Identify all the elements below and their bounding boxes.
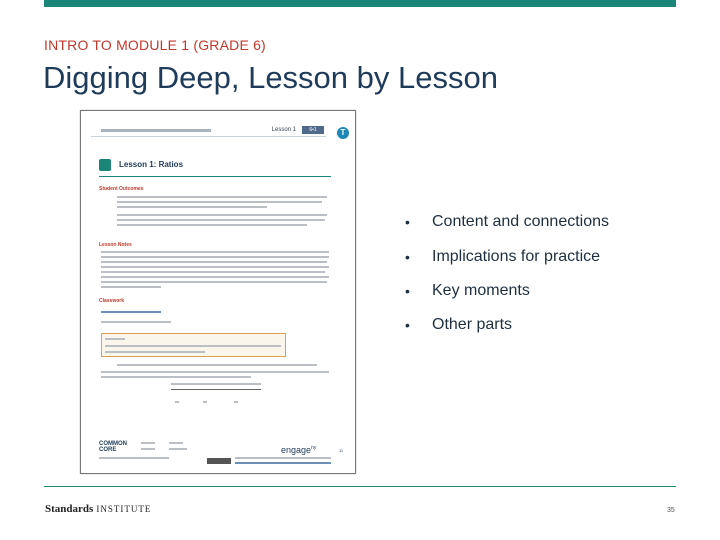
text-line (117, 224, 307, 226)
engage-text: engage (281, 445, 312, 455)
text-line (101, 376, 251, 378)
text-line (101, 251, 329, 253)
running-header-text (101, 129, 211, 132)
section-heading: Classwork (99, 298, 125, 304)
common-core-logo (99, 441, 127, 453)
text-line (101, 256, 329, 258)
bullet-dot-icon: • (405, 283, 410, 299)
document-page-number: 11 (339, 448, 344, 453)
text-line (117, 196, 327, 198)
brand-bold: Standards (45, 503, 94, 515)
bullet-text: Implications for practice (432, 248, 601, 265)
text-line (235, 462, 331, 464)
text-line (101, 261, 327, 263)
example-table (171, 389, 261, 405)
lesson-icon (99, 159, 111, 171)
creative-commons-badge (207, 458, 231, 464)
text-line (117, 206, 267, 208)
text-line (235, 457, 331, 459)
text-line (117, 214, 327, 216)
document-running-header (91, 125, 326, 137)
top-accent-bar (44, 0, 676, 7)
bullet-dot-icon: • (405, 249, 410, 265)
table-cell (203, 401, 207, 403)
table-cell (234, 401, 238, 403)
lesson-tag: 6•1 (302, 126, 324, 134)
slide-title: Digging Deep, Lesson by Lesson (43, 60, 498, 95)
bullet-text: Other parts (432, 316, 513, 333)
bullet-text: Content and connections (432, 213, 610, 230)
text-line (105, 345, 281, 347)
text-line (117, 219, 325, 221)
engage-suffix: ny (311, 445, 317, 451)
logo-line: CORE (99, 447, 117, 453)
lesson-title-rule (99, 176, 331, 177)
text-line (101, 266, 329, 268)
section-heading: Lesson Notes (99, 242, 132, 248)
lesson-document-thumbnail (80, 110, 356, 474)
slide-page-number: 35 (667, 507, 675, 514)
running-header-lesson: Lesson 1 (271, 127, 296, 133)
logo-line: COMMON (99, 441, 127, 447)
text-line (169, 448, 187, 450)
text-line (105, 338, 125, 340)
text-line (117, 364, 317, 366)
text-line (101, 311, 161, 313)
text-line (101, 286, 161, 288)
text-line (101, 371, 329, 373)
text-line (101, 271, 325, 273)
table-cell (175, 401, 179, 403)
teacher-badge: T (337, 127, 349, 139)
text-line (117, 201, 322, 203)
text-line (141, 448, 155, 450)
text-line (105, 351, 205, 353)
text-line (101, 281, 327, 283)
brand-rest: INSTITUTE (96, 504, 152, 514)
table-header (171, 383, 261, 385)
lesson-title: Lesson 1: Ratios (119, 160, 184, 169)
footer-rule (44, 486, 676, 487)
text-line (169, 442, 183, 444)
slide-eyebrow: INTRO TO MODULE 1 (GRADE 6) (44, 37, 266, 53)
section-heading: Student Outcomes (99, 186, 144, 192)
engage-ny-logo (281, 445, 316, 455)
bullet-text: Key moments (432, 282, 530, 299)
text-line (101, 276, 329, 278)
text-line (99, 457, 169, 459)
text-line (101, 321, 171, 323)
bullet-dot-icon: • (405, 317, 410, 333)
bullet-dot-icon: • (405, 214, 410, 230)
standards-institute-logo (45, 503, 151, 515)
text-line (141, 442, 155, 444)
